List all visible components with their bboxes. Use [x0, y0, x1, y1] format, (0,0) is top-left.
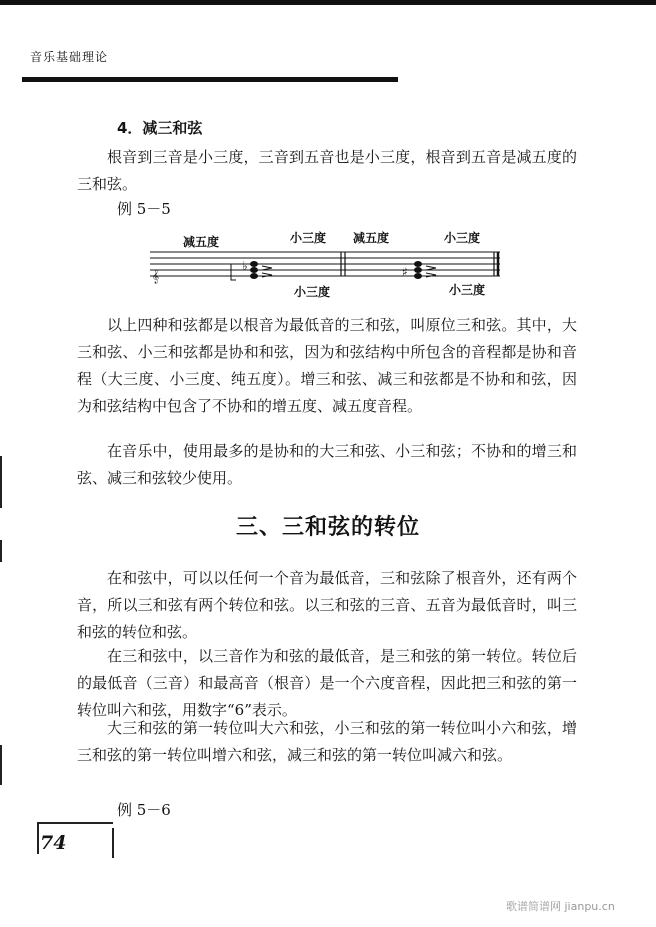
treble-clef: 𝄞 — [152, 269, 160, 283]
sharp-accidental: ♯ — [402, 265, 408, 279]
flat-accidental: ♭ — [242, 259, 248, 273]
chord-bracket — [231, 264, 236, 280]
scan-edge-mark — [0, 745, 2, 785]
footer-bracket — [37, 822, 113, 824]
scan-edge-mark — [0, 456, 2, 508]
footer-bracket-left — [37, 822, 39, 854]
label-min3-bottom-1: 小三度 — [294, 285, 331, 299]
label-min3-top-2: 小三度 — [444, 231, 481, 245]
label-dim5-2: 减五度 — [353, 231, 390, 245]
paragraph-first-inversion: 在三和弦中，以三音作为和弦的最低音，是三和弦的第一转位。转位后的最低音（三音）和最高音（根音）是一个六度音程，因此把三和弦的第一转位叫六和弦，用数字“6”表示。 — [77, 647, 577, 719]
subsection-heading: 4．减三和弦 — [117, 119, 203, 137]
paragraph-usage: 在音乐中，使用最多的是协和的大三和弦、小三和弦；不协和的增三和弦、减三和弦较少使用。 — [77, 442, 577, 487]
paragraph-sixth-chords: 大三和弦的第一转位叫大六和弦，小三和弦的第一转位叫小六和弦，增三和弦的第一转位叫增六和弦，减三和弦的第一转位叫减六和弦。 — [77, 719, 577, 764]
section-heading: 三、三和弦的转位 — [235, 515, 420, 540]
interval-mark-2 — [426, 266, 436, 277]
label-dim5-1: 减五度 — [183, 235, 220, 249]
chord-notes-1 — [250, 261, 258, 279]
staff-lines — [150, 252, 500, 276]
paragraph-inversion-intro: 在和弦中，可以以任何一个音为最低音，三和弦除了根音外，还有两个音，所以三和弦有两个转位和弦。以三和弦的三音、五音为最低音时，叫三和弦的转位和弦。 — [77, 569, 577, 641]
page-number: 74 — [40, 832, 67, 854]
top-border — [0, 0, 656, 5]
label-min3-bottom-2: 小三度 — [449, 283, 486, 297]
scan-edge-mark — [0, 540, 2, 562]
music-staff-example — [150, 230, 510, 302]
interval-mark-1 — [262, 266, 272, 277]
running-header: 音乐基础理论 — [30, 50, 109, 64]
example-label-5-6: 例 5－6 — [117, 801, 171, 819]
paragraph-root-position: 以上四种和弦都是以根音为最低音的三和弦，叫原位三和弦。其中，大三和弦、小三和弦都是协和和弦，因为和弦结构中所包含的音程都是协和音程（大三度、小三度、纯五度）。增三和弦、减三和弦都是不协和和弦，因为和弦结构中包含了不协和的增五度、减五度音程。 — [77, 316, 577, 415]
label-min3-top-1: 小三度 — [290, 231, 327, 245]
footer-bracket-right — [112, 828, 114, 858]
example-label-5-5: 例 5－5 — [117, 200, 171, 218]
watermark: 歌谱简谱网 jianpu.cn — [506, 900, 615, 913]
paragraph-diminished-definition: 根音到三音是小三度，三音到五音也是小三度，根音到五音是减五度的三和弦。 — [77, 148, 577, 193]
chord-notes-2 — [414, 261, 422, 279]
header-rule — [22, 77, 398, 82]
